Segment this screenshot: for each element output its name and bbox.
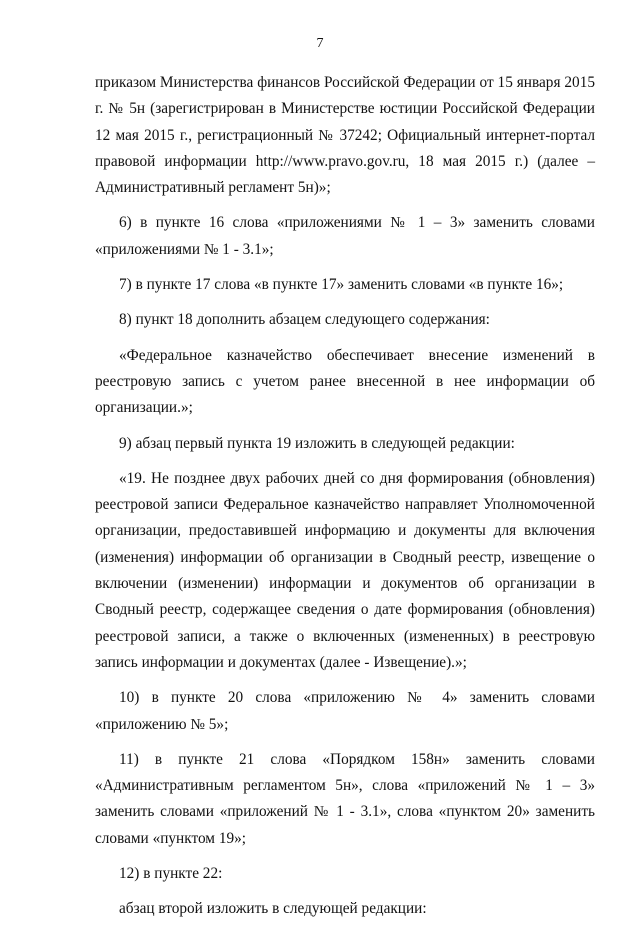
paragraph-2: 6) в пункте 16 слова «приложениями № 1 – 3» заменить словами «приложениями № 1 - 3.1»; [95,214,595,258]
paragraph-8: 10) в пункте 20 слова «приложению № 4» заменить словами «приложению № 5»; [95,689,595,733]
paragraph-3: 7) в пункте 17 слова «в пункте 17» заменить словами «в пункте 16»; [119,276,564,294]
paragraph-11: абзац второй изложить в следующей редакции: [119,900,427,918]
paragraph-4: 8) пункт 18 дополнить абзацем следующего содержания: [119,311,490,329]
paragraph-5: «Федеральное казначейство обеспечивает внесение изменений в реестровую запись с учетом ранее внесенной в нее информации об организации.»; [95,346,595,417]
paragraph-7: «19. Не позднее двух рабочих дней со дня формирования (обновления) реестровой записи Федеральное казначейство направляет Уполномоченной организации, предоставившей информацию и документы для включения (изменения) информации об организации в Сводный реестр, извещение о включении (изменении) информации и документов об организации в Сводный реестр, содержащее сведения о дате формирования (обновления) реестровой записи, а также о включенных (измененных) в реестровую запись информации и документах (далее - Извещение).»; [95,469,595,671]
paragraph-9: 11) в пункте 21 слова «Порядком 158н» заменить словами «Административным регламентом 5н», слова «приложений № 1 – 3» заменить словами «приложений № 1 - 3.1», слова «пунктом 20» заменить словами «пунктом 19»; [95,750,595,847]
document-body [95,70,595,932]
paragraph-10: 12) в пункте 22: [119,865,223,883]
page-number: 7 [316,36,324,51]
paragraph-1: приказом Министерства финансов Российской Федерации от 15 января 2015 г. № 5н (зарегистрирован в Министерстве юстиции Российской Федерации 12 мая 2015 г., регистрационный № 37242; Официальный интернет-портал правовой информации http://www.pravo.gov.ru, 18 мая 2015 г.) (далее – Административный регламент 5н)»; [95,74,595,197]
paragraph-6: 9) абзац первый пункта 19 изложить в следующей редакции: [119,434,515,452]
